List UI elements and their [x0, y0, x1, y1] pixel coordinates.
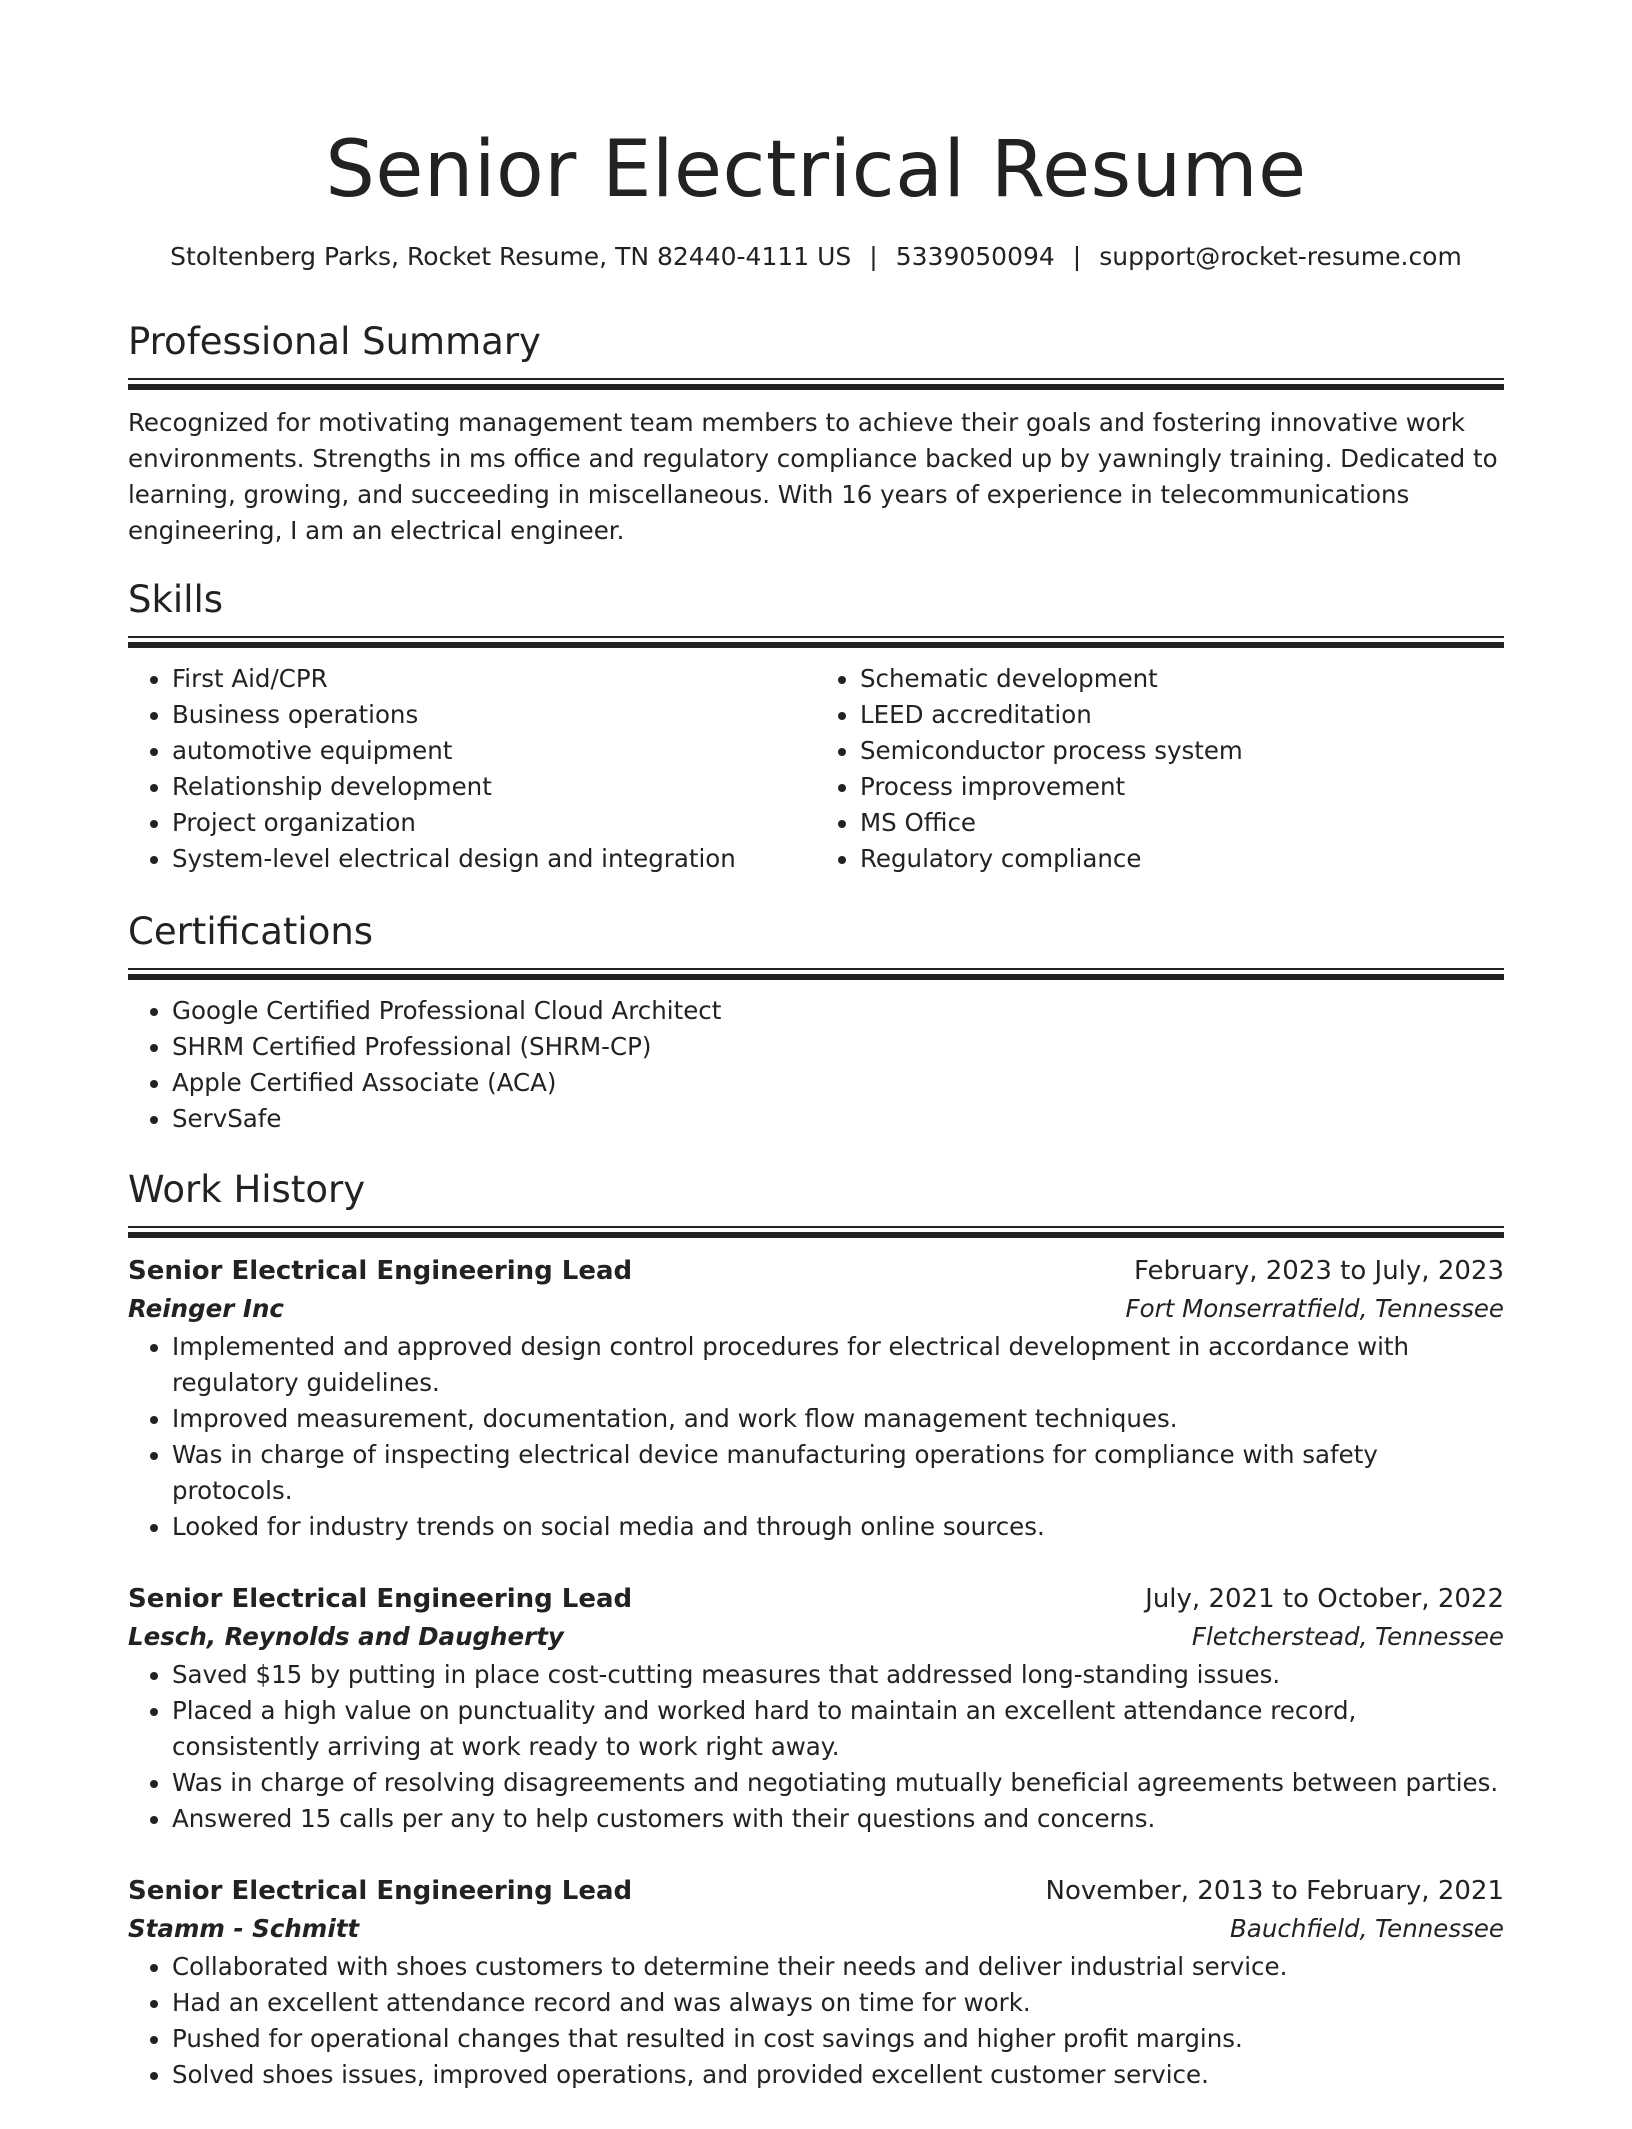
skills-list-right: [816, 661, 1504, 877]
skill-item: • Schematic development: [860, 661, 1504, 697]
certification-item: • ServSafe: [172, 1101, 1504, 1137]
certifications-list: [128, 993, 1504, 1137]
job-location: Fletcherstead, Tennessee: [1191, 1622, 1504, 1651]
skill-item: • First Aid/CPR: [172, 661, 816, 697]
job-header: [128, 1581, 1504, 1617]
job-subheader: [128, 1617, 1504, 1657]
job-company: Reinger Inc: [128, 1294, 284, 1323]
job-entry: [128, 1873, 1504, 2093]
skill-item: • LEED accreditation: [860, 697, 1504, 733]
certification-item: • Apple Certified Associate (ACA): [172, 1065, 1504, 1101]
skills-section: [128, 578, 1504, 877]
section-title-work-history: Work History: [128, 1168, 366, 1211]
job-bullet: • Improved measurement, documentation, and work flow management techniques.: [172, 1401, 1504, 1437]
skill-item: • Process improvement: [860, 769, 1504, 805]
job-location: Fort Monserratfield, Tennessee: [1125, 1294, 1504, 1323]
job-entry: [128, 1253, 1504, 1545]
skill-item: • automotive equipment: [172, 733, 816, 769]
section-title-summary: Professional Summary: [128, 320, 541, 363]
skill-item: • Regulatory compliance: [860, 841, 1504, 877]
job-bullet: • Saved $15 by putting in place cost-cutting measures that addressed long-standing issues.: [172, 1657, 1504, 1693]
section-divider: [128, 636, 1504, 649]
job-dates: November, 2013 to February, 2021: [1045, 1876, 1504, 1906]
skill-item: • System-level electrical design and integration: [172, 841, 816, 877]
certifications-section: [128, 910, 1504, 1137]
resume-title: Senior Electrical Resume: [325, 125, 1307, 215]
job-bullet: • Was in charge of resolving disagreements and negotiating mutually beneficial agreements between parties.: [172, 1765, 1504, 1801]
job-bullet: • Was in charge of inspecting electrical device manufacturing operations for compliance with safety protocols.: [172, 1437, 1504, 1509]
contact-separator: |: [869, 242, 878, 271]
section-divider: [128, 968, 1504, 981]
section-title-skills: Skills: [128, 578, 224, 621]
job-bullet: • Placed a high value on punctuality and worked hard to maintain an excellent attendance record, consistently arriving at work ready to work right away.: [172, 1693, 1504, 1765]
skills-column-right: [816, 661, 1504, 877]
job-bullet: • Solved shoes issues, improved operations, and provided excellent customer service.: [172, 2057, 1504, 2093]
section-title-certifications: Certifications: [128, 910, 374, 953]
job-title: Senior Electrical Engineering Lead: [128, 1876, 633, 1906]
job-bullet: • Answered 15 calls per any to help customers with their questions and concerns.: [172, 1801, 1504, 1837]
job-entry: [128, 1581, 1504, 1837]
job-dates: February, 2023 to July, 2023: [1134, 1256, 1504, 1286]
job-company: Lesch, Reynolds and Daugherty: [128, 1622, 564, 1651]
job-title: Senior Electrical Engineering Lead: [128, 1256, 633, 1286]
job-bullet: • Pushed for operational changes that resulted in cost savings and higher profit margins.: [172, 2021, 1504, 2057]
job-header: [128, 1253, 1504, 1289]
job-header: [128, 1873, 1504, 1909]
contact-address: Stoltenberg Parks, Rocket Resume, TN 82440-4111 US: [170, 242, 852, 271]
job-dates: July, 2021 to October, 2022: [1145, 1584, 1504, 1614]
section-divider: [128, 1226, 1504, 1239]
job-bullets: [128, 1657, 1504, 1837]
job-bullet: • Had an excellent attendance record and was always on time for work.: [172, 1985, 1504, 2021]
skills-grid: [128, 661, 1504, 877]
certification-item: • SHRM Certified Professional (SHRM-CP): [172, 1029, 1504, 1065]
contact-separator: |: [1072, 242, 1082, 271]
skill-item: • Business operations: [172, 697, 816, 733]
job-company: Stamm - Schmitt: [128, 1914, 360, 1943]
skill-item: • Relationship development: [172, 769, 816, 805]
job-bullet: • Collaborated with shoes customers to determine their needs and deliver industrial service.: [172, 1949, 1504, 1985]
job-subheader: [128, 1289, 1504, 1329]
skill-item: • Project organization: [172, 805, 816, 841]
section-divider: [128, 378, 1504, 391]
job-bullets: [128, 1949, 1504, 2093]
skill-item: • Semiconductor process system: [860, 733, 1504, 769]
job-subheader: [128, 1909, 1504, 1949]
skills-list-left: [128, 661, 816, 877]
contact-email: support@rocket-resume.com: [1099, 242, 1462, 271]
summary-section: [128, 320, 1504, 549]
job-bullet: • Implemented and approved design control procedures for electrical development in accordance with regulatory guidelines.: [172, 1329, 1504, 1401]
work-history-section: [128, 1168, 1504, 2129]
job-location: Bauchfield, Tennessee: [1230, 1914, 1504, 1943]
contact-phone: 5339050094: [895, 242, 1055, 271]
skills-column-left: [128, 661, 816, 877]
skill-item: • MS Office: [860, 805, 1504, 841]
contact-line: [128, 242, 1504, 272]
job-bullet: • Looked for industry trends on social media and through online sources.: [172, 1509, 1504, 1545]
summary-text: Recognized for motivating management team members to achieve their goals and fostering innovative work environments. Strengths in ms office and regulatory compliance backed up by yawningly training. Dedicated to learning, growing, and succeeding in miscellaneous. With 16 years of experience in telecommunications engineering, I am an electrical engineer.: [128, 408, 1498, 545]
certification-item: • Google Certified Professional Cloud Architect: [172, 993, 1504, 1029]
resume-page: [128, 0, 1504, 2089]
job-title: Senior Electrical Engineering Lead: [128, 1584, 633, 1614]
job-bullets: [128, 1329, 1504, 1545]
